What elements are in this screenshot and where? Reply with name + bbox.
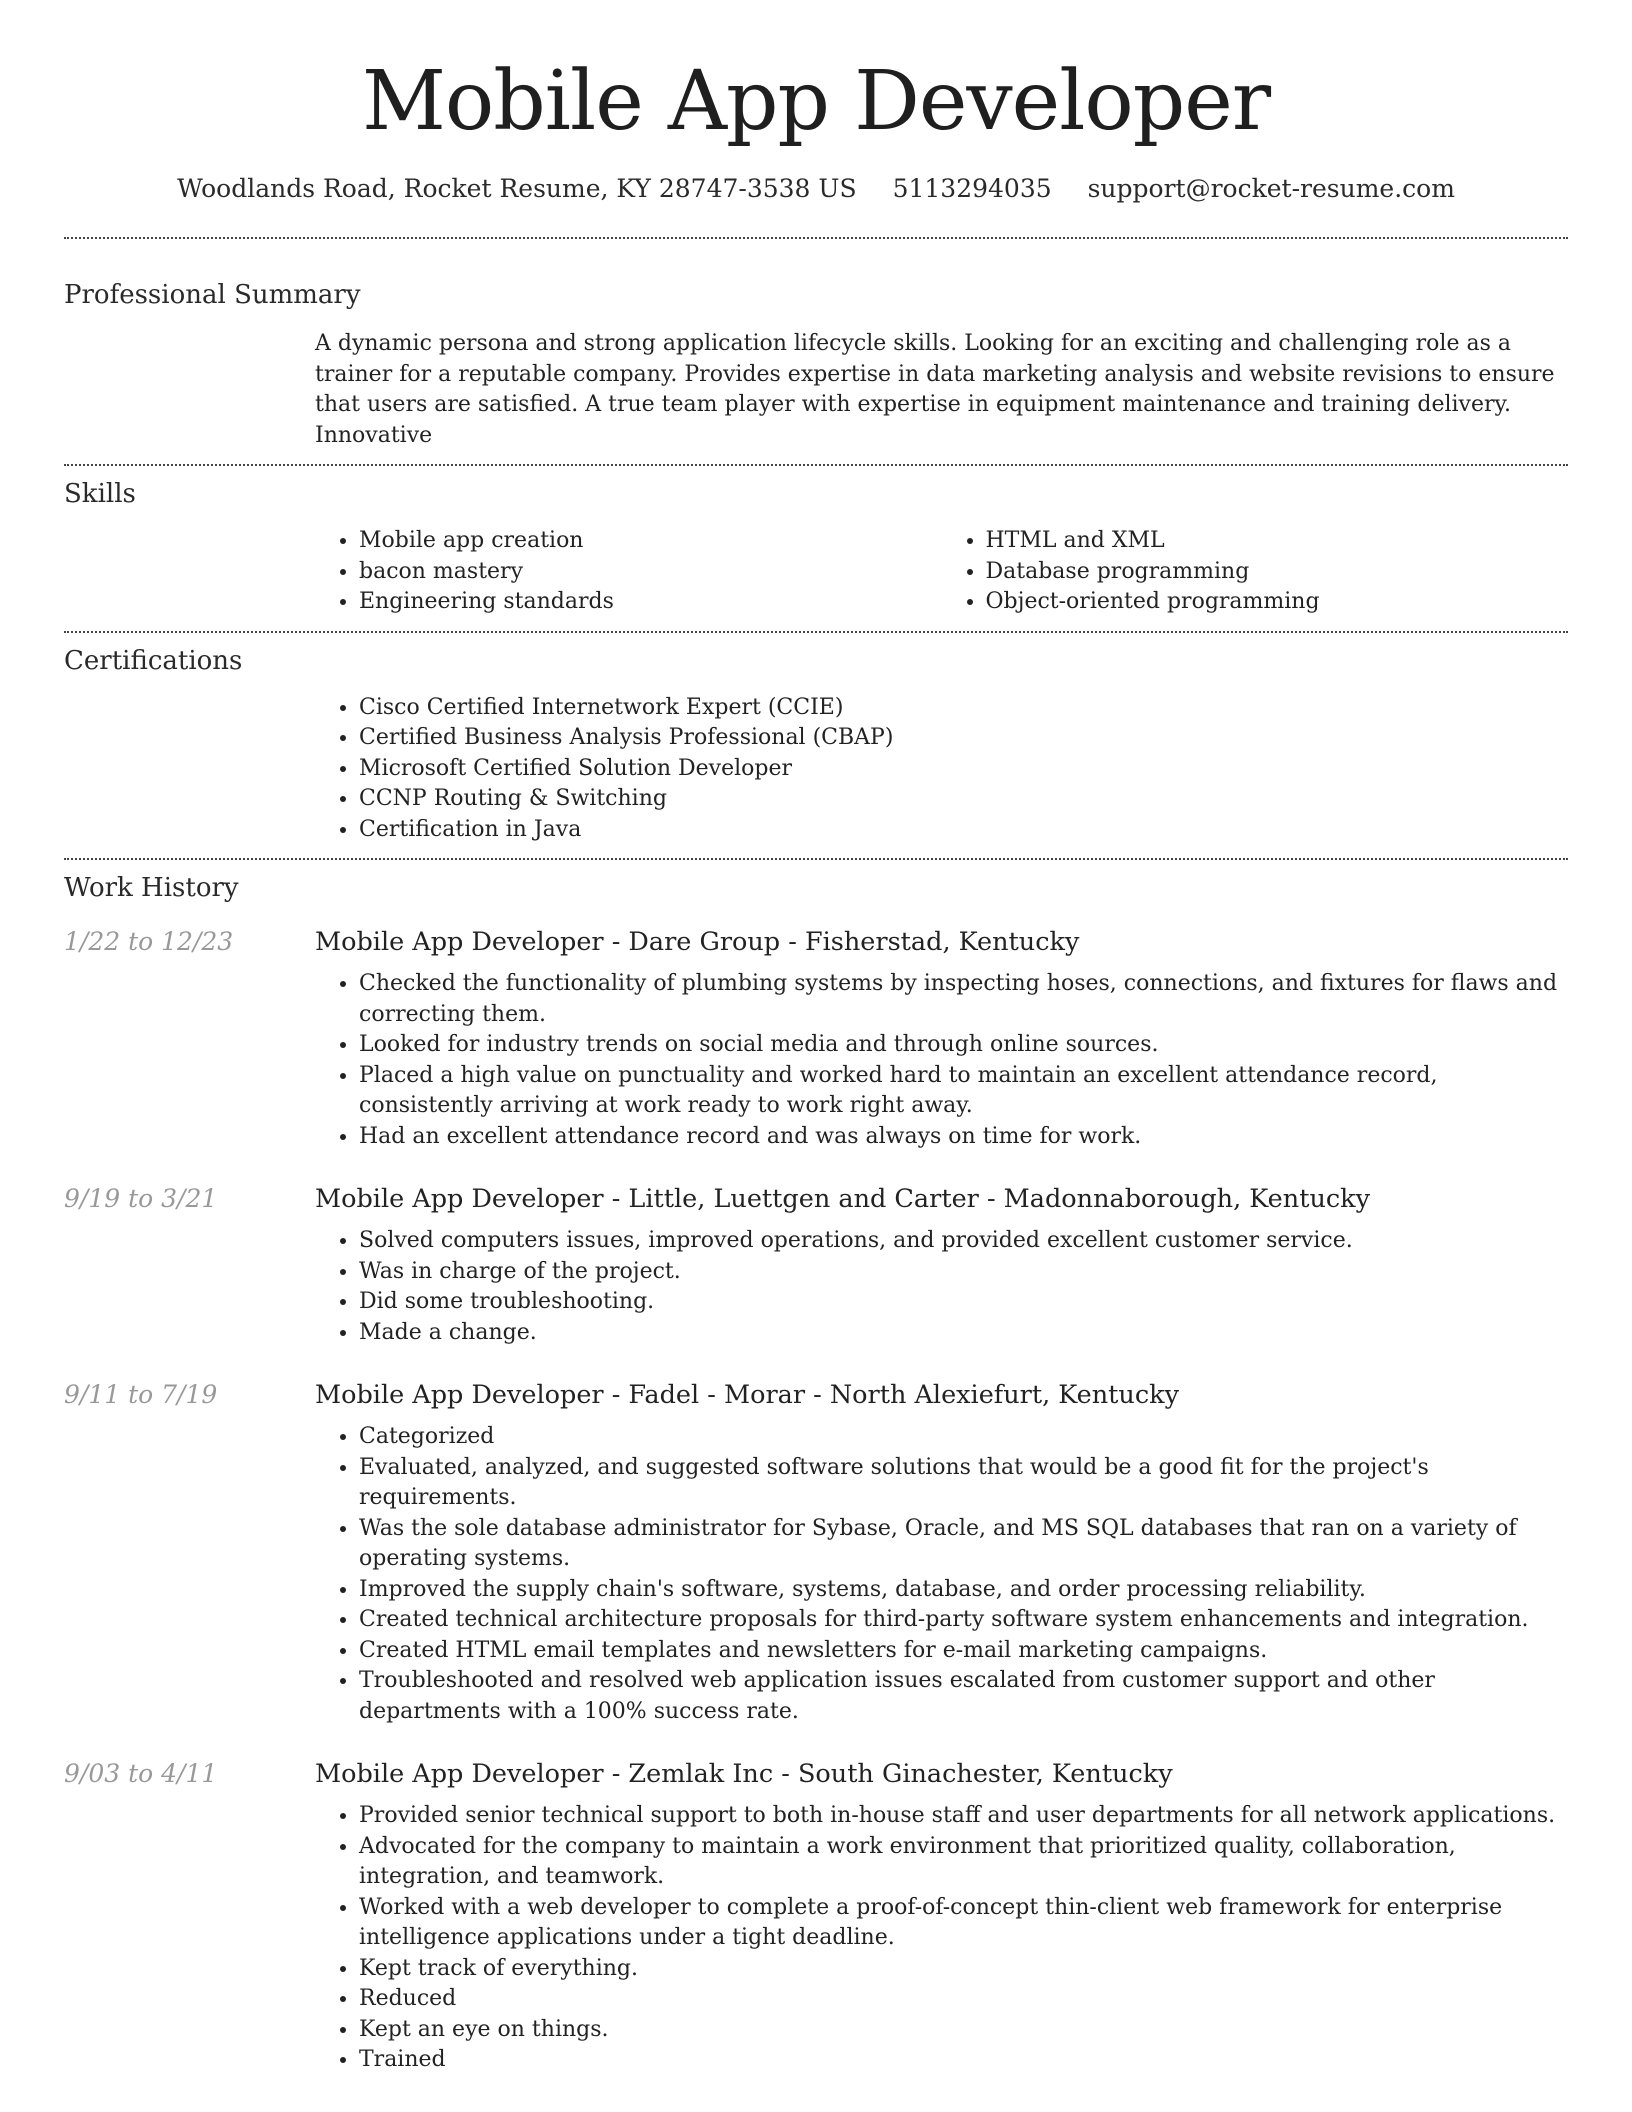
resume-page <box>64 0 1568 2076</box>
certifications-section <box>64 633 1568 859</box>
job-bullet: • Categorized <box>359 1422 1568 1453</box>
contact-address: Woodlands Road, Rocket Resume, KY 28747-3538 US <box>177 174 857 203</box>
job-bullets <box>315 1422 1568 1727</box>
skill-item: • bacon mastery <box>359 557 942 588</box>
job-entry <box>64 1757 1568 2076</box>
job-body <box>315 1182 1568 1348</box>
job-bullet: • Worked with a web developer to complete a proof-of-concept thin-client web framework for enterprise intelligence applications under a tight deadline. <box>359 1893 1568 1954</box>
job-bullets <box>315 1226 1568 1348</box>
skills-grid <box>315 526 1568 618</box>
job-entry <box>64 925 1568 1152</box>
work-history-section <box>64 860 1568 2076</box>
contact-phone: 5113294035 <box>892 174 1052 203</box>
skill-item: • HTML and XML <box>986 526 1569 557</box>
job-title: Mobile App Developer - Dare Group - Fisherstad, Kentucky <box>315 927 1080 957</box>
job-bullet: • Troubleshooted and resolved web application issues escalated from customer support and other departments with a 100% success rate. <box>359 1666 1568 1727</box>
job-bullet: • Was the sole database administrator for Sybase, Oracle, and MS SQL databases that ran on a variety of operating systems. <box>359 1514 1568 1575</box>
job-bullet: • Trained <box>359 2045 1568 2076</box>
job-title: Mobile App Developer - Little, Luettgen and Carter - Madonnaborough, Kentucky <box>315 1184 1371 1214</box>
skill-item: • Mobile app creation <box>359 526 942 557</box>
job-bullet: • Checked the functionality of plumbing systems by inspecting hoses, connections, and fixtures for flaws and correcting them. <box>359 969 1568 1030</box>
job-dates: 9/19 to 3/21 <box>64 1184 218 1213</box>
contact-email: support@rocket-resume.com <box>1087 174 1455 203</box>
skills-list-right <box>942 526 1569 618</box>
certifications-title: Certifications <box>64 645 243 676</box>
skill-item: • Object-oriented programming <box>986 587 1569 618</box>
certifications-list <box>315 693 1568 846</box>
job-bullets <box>315 1801 1568 2076</box>
job-dates: 9/03 to 4/11 <box>64 1759 218 1788</box>
job-body <box>315 1378 1568 1727</box>
certification-item: • Microsoft Certified Solution Developer <box>359 754 1568 785</box>
job-bullet: • Had an excellent attendance record and was always on time for work. <box>359 1122 1568 1153</box>
candidate-name: Mobile App Developer <box>361 54 1271 149</box>
job-dates: 1/22 to 12/23 <box>64 927 234 956</box>
job-entry <box>64 1182 1568 1348</box>
skills-list-left <box>315 526 942 618</box>
skill-item: • Database programming <box>986 557 1569 588</box>
summary-section <box>64 239 1568 464</box>
job-bullet: • Reduced <box>359 1984 1568 2015</box>
job-bullet: • Kept track of everything. <box>359 1954 1568 1985</box>
summary-text: A dynamic persona and strong application lifecycle skills. Looking for an exciting and challenging role as a trainer for a reputable company. Provides expertise in data marketing analysis and website revisions to ensure that users are satisfied. A true team player with expertise in equipment maintenance and training delivery. Innovative <box>315 331 1555 448</box>
job-bullet: • Created HTML email templates and newsletters for e-mail marketing campaigns. <box>359 1636 1568 1667</box>
job-bullet: • Did some troubleshooting. <box>359 1287 1568 1318</box>
job-bullet: • Evaluated, analyzed, and suggested software solutions that would be a good fit for the project's requirements. <box>359 1453 1568 1514</box>
job-title: Mobile App Developer - Fadel - Morar - North Alexiefurt, Kentucky <box>315 1380 1179 1410</box>
certifications-body <box>315 693 1568 846</box>
job-bullet: • Made a change. <box>359 1318 1568 1349</box>
job-bullet: • Was in charge of the project. <box>359 1257 1568 1288</box>
job-body <box>315 1757 1568 2076</box>
skills-section <box>64 466 1568 631</box>
resume-header <box>64 0 1568 206</box>
certification-item: • CCNP Routing & Switching <box>359 784 1568 815</box>
job-bullets <box>315 969 1568 1152</box>
job-bullet: • Improved the supply chain's software, systems, database, and order processing reliability. <box>359 1575 1568 1606</box>
job-entry <box>64 1378 1568 1727</box>
job-body <box>315 925 1568 1152</box>
job-bullet: • Provided senior technical support to both in-house staff and user departments for all network applications. <box>359 1801 1568 1832</box>
contact-line <box>64 172 1568 206</box>
skills-title: Skills <box>64 479 136 509</box>
job-bullet: • Created technical architecture proposals for third-party software system enhancements and integration. <box>359 1605 1568 1636</box>
certification-item: • Certification in Java <box>359 815 1568 846</box>
job-bullet: • Looked for industry trends on social media and through online sources. <box>359 1030 1568 1061</box>
work-history-title: Work History <box>64 873 239 903</box>
certification-item: • Certified Business Analysis Professional (CBAP) <box>359 723 1568 754</box>
job-bullet: • Advocated for the company to maintain a work environment that prioritized quality, collaboration, integration, and teamwork. <box>359 1832 1568 1893</box>
job-bullet: • Placed a high value on punctuality and worked hard to maintain an excellent attendance record, consistently arriving at work ready to work right away. <box>359 1061 1568 1122</box>
job-bullet: • Kept an eye on things. <box>359 2015 1568 2046</box>
summary-title: Professional Summary <box>64 280 361 310</box>
summary-body <box>315 329 1568 451</box>
job-title: Mobile App Developer - Zemlak Inc - South Ginachester, Kentucky <box>315 1759 1173 1789</box>
job-bullet: • Solved computers issues, improved operations, and provided excellent customer service. <box>359 1226 1568 1257</box>
skill-item: • Engineering standards <box>359 587 942 618</box>
job-dates: 9/11 to 7/19 <box>64 1380 218 1409</box>
certification-item: • Cisco Certified Internetwork Expert (CCIE) <box>359 693 1568 724</box>
